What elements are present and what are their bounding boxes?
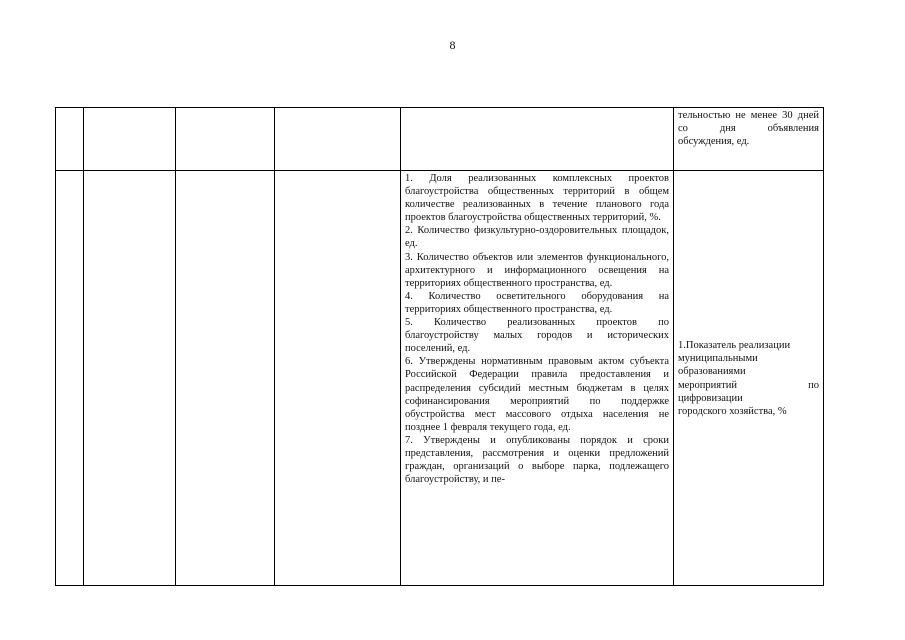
table-cell: [56, 171, 84, 586]
table-cell: [275, 108, 401, 171]
indicator-line: [678, 379, 819, 392]
table-cell: [176, 171, 275, 586]
indicator-line: образованиями: [678, 366, 746, 378]
table-row: [56, 108, 824, 171]
indicator-line: 1.Показатель реализации: [678, 340, 791, 352]
indicator-word: мероприятий: [678, 379, 737, 391]
indicator-line: городского хозяйства, %: [678, 405, 787, 417]
indicator-text: [674, 338, 823, 418]
indicator-cell: [674, 171, 824, 586]
table-row: [56, 171, 824, 586]
indicator-word: по: [808, 379, 819, 391]
list-item: 3. Количество объектов или элементов функционального, архитектурного и информационного освещения на территориях общественного пространства, ед.: [405, 251, 669, 289]
continued-indicator-text: тельностью не менее 30 дней со дня объявления обсуждения, ед.: [678, 110, 819, 148]
list-item: 4. Количество осветительного оборудования на территориях общественного пространства, ед.: [405, 290, 669, 315]
table-cell: [84, 171, 176, 586]
list-item: 2. Количество физкультурно-оздоровительных площадок, ед.: [405, 225, 669, 250]
results-cell: [401, 171, 674, 586]
table-cell: [275, 171, 401, 586]
results-list: [401, 171, 673, 584]
measures-table: [55, 107, 824, 586]
table-cell: [176, 108, 275, 171]
page-number: 8: [449, 38, 456, 52]
list-item: 6. Утверждены нормативным правовым актом субъекта Российской Федерации правила предоставления и распределения субсидий местным бюджетам в целях софинансирования мероприятий по поддержке обустройства мест массового отдыха населения не позднее 1 февраля текущего года, ед.: [405, 356, 669, 433]
table-cell: [401, 108, 674, 171]
table-cell: [84, 108, 176, 171]
table-cell: [56, 108, 84, 171]
list-item: 5. Количество реализованных проектов по благоустройству малых городов и исторических поселений, ед.: [405, 317, 669, 355]
list-item: 1. Доля реализованных комплексных проектов благоустройства общественных территорий в общем количестве реализованных в течение планового года проектов благоустройства общественных территорий, %.: [405, 173, 669, 224]
table-cell: [674, 108, 824, 171]
indicator-line: цифровизации: [678, 392, 743, 404]
list-item: 7. Утверждены и опубликованы порядок и сроки представления, рассмотрения и оценки предложений граждан, организаций о выборе парка, подлежащего благоустройству, и пе-: [405, 434, 669, 486]
indicator-line: муниципальными: [678, 353, 758, 365]
